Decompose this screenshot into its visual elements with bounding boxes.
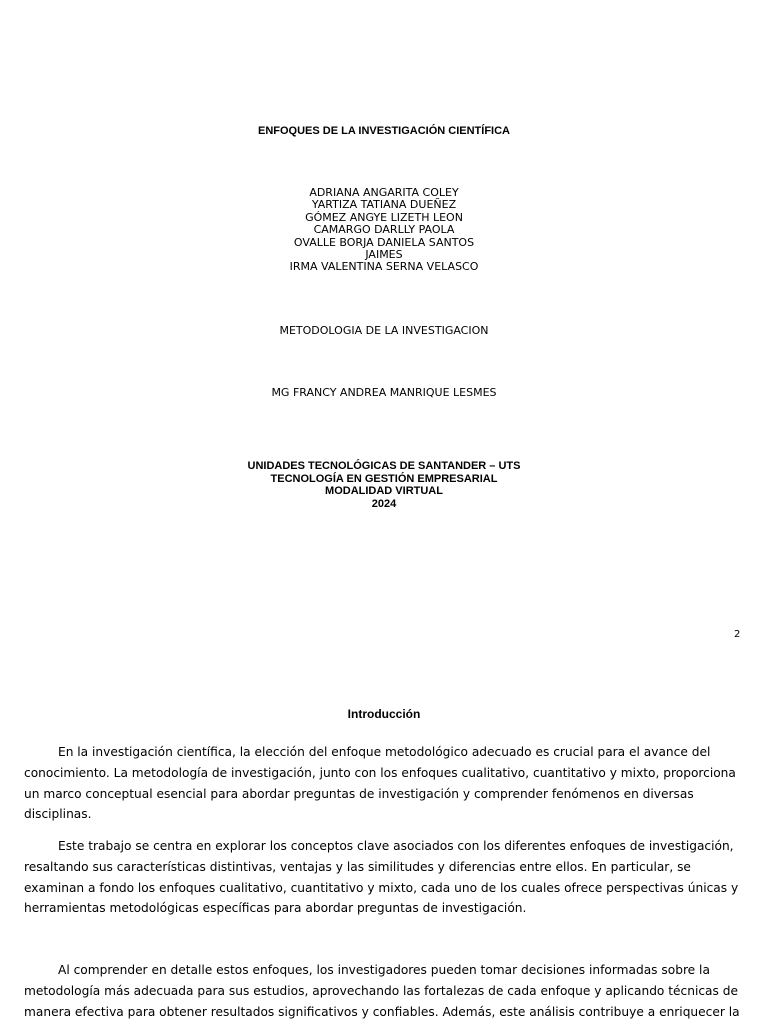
intro-paragraph: En la investigación científica, la elección del enfoque metodológico adecuado es crucial para el avance del conocimiento. La metodología de investigación, junto con los enfoques cualitativo, cuantitativo y mixto, proporciona un marco conceptual esencial para abordar preguntas de investigación y comprender fenómenos en diversas disciplinas. [24, 745, 736, 822]
modality: MODALIDAD VIRTUAL [325, 485, 443, 497]
institution-block [0, 460, 768, 510]
author-line: OVALLE BORJA DANIELA SANTOS [293, 235, 475, 249]
page-number: 2 [734, 629, 741, 640]
teacher-name: MG FRANCY ANDREA MANRIQUE LESMES [271, 386, 497, 399]
authors-list [0, 187, 768, 274]
author-line: CAMARGO DARLLY PAOLA [313, 223, 455, 237]
author-line: GÓMEZ ANGYE LIZETH LEON [305, 210, 463, 224]
intro-paragraph: Este trabajo se centra en explorar los conceptos clave asociados con los diferentes enfoques de investigación, resaltando sus características distintivas, ventajas y las similitudes y diferencias entre ellos. En particular, se examinan a fondo los enfoques cualitativo, cuantitativo y mixto, cada uno de los cuales ofrece perspectivas únicas y herramientas metodológicas específicas para abordar preguntas de investigación. [24, 839, 739, 916]
author-line: YARTIZA TATIANA DUEÑEZ [311, 198, 457, 212]
program-name: TECNOLOGÍA EN GESTIÓN EMPRESARIAL [270, 472, 498, 485]
author-line: ADRIANA ANGARITA COLEY [309, 186, 459, 199]
author-line: IRMA VALENTINA SERNA VELASCO [289, 260, 479, 274]
course-name: METODOLOGIA DE LA INVESTIGACION [279, 324, 489, 337]
document-title: ENFOQUES DE LA INVESTIGACIÓN CIENTÍFICA [258, 125, 510, 137]
intro-heading: Introducción [347, 707, 421, 721]
author-line: JAIMES [365, 248, 403, 262]
year: 2024 [371, 497, 397, 510]
intro-paragraph: Al comprender en detalle estos enfoques, los investigadores pueden tomar decisiones informadas sobre la metodología más adecuada para sus estudios, aprovechando las fortalezas de cada enfoque y aplicando técnicas de manera efectiva para obtener resultados significativos y confiables. Además, este análisis contribuye a enriquecer la [24, 963, 740, 1019]
institution-name: UNIDADES TECNOLÓGICAS DE SANTANDER – UTS [247, 460, 521, 472]
